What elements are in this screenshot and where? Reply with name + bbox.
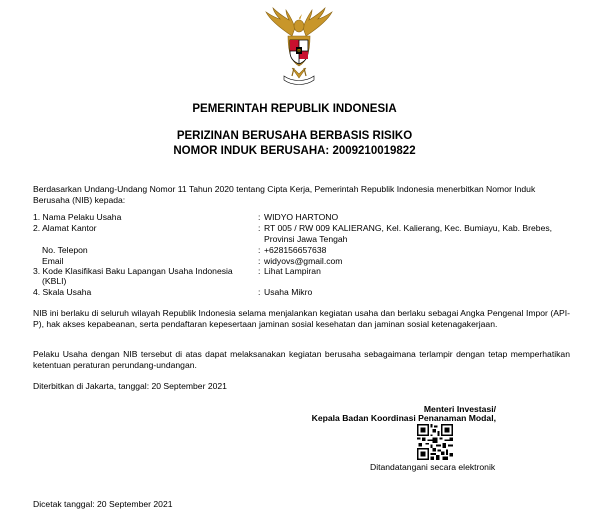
email-label: Email — [42, 256, 64, 266]
name-label: 1. Nama Pelaku Usaha — [33, 212, 122, 222]
qr-code-icon — [417, 424, 453, 460]
name-colon: : — [258, 212, 261, 222]
document-title: PERIZINAN BERUSAHA BERBASIS RISIKO — [176, 130, 413, 142]
address-colon: : — [258, 223, 261, 233]
phone-label: No. Telepon — [42, 245, 88, 255]
scale-value: Usaha Mikro — [264, 287, 313, 297]
printed-date: Dicetak tanggal: 20 September 2021 — [33, 499, 173, 509]
signatory-title: Menteri Investasi/ — [423, 404, 496, 414]
name-value: WIDYO HARTONO — [264, 212, 339, 222]
address-value: RT 005 / RW 009 KALIERANG, Kel. Kalierang, Kec. Bumiayu, Kab. Brebes, Provinsi Jawa Tengah — [264, 223, 553, 244]
email-value: widyovs@gmail.com — [264, 256, 343, 266]
electronic-signature-note: Ditandatangani secara elektronik — [370, 462, 496, 472]
permission-paragraph: Pelaku Usaha dengan NIB tersebut di atas dapat melaksanakan kegiatan berusaha sebagaimana terlampir dengan tetap memperhatikan ketentuan peraturan perundang-undangan. — [33, 349, 570, 370]
email-colon: : — [258, 256, 261, 266]
kbli-label: 3. Kode Klasifikasi Baku Lapangan Usaha Indonesia — [33, 266, 233, 276]
kbli-colon: : — [258, 266, 261, 276]
signatory-agency: Kepala Badan Koordinasi Penanaman Modal, — [311, 413, 496, 423]
intro-paragraph: Berdasarkan Undang-Undang Nomor 11 Tahun 2020 tentang Cipta Kerja, Pemerintah Republik Indonesia menerbitkan Nomor Induk Berusaha (NIB) kepada: — [33, 184, 536, 205]
government-heading: PEMERINTAH REPUBLIK INDONESIA — [192, 103, 397, 115]
kbli-label-abbr: (KBLI) — [42, 276, 67, 286]
kbli-value: Lihat Lampiran — [264, 266, 321, 276]
scale-colon: : — [258, 287, 261, 297]
phone-colon: : — [258, 245, 261, 255]
phone-value: +628156657638 — [264, 245, 327, 255]
nib-number-heading: NOMOR INDUK BERUSAHA: 2009210019822 — [173, 145, 416, 157]
garuda-emblem — [262, 6, 336, 88]
address-label: 2. Alamat Kantor — [33, 223, 97, 233]
validity-paragraph: NIB ini berlaku di seluruh wilayah Republik Indonesia selama menjalankan kegiatan usaha dan berlaku sebagai Angka Pengenal Impor (API-P), hak akses kepabeanan, serta pendaftaran kepesertaan jaminan sosial kesehatan dan jaminan sosial ketenagakerjaan. — [33, 308, 570, 329]
scale-label: 4. Skala Usaha — [33, 287, 92, 297]
issued-date: Diterbitkan di Jakarta, tanggal: 20 September 2021 — [33, 381, 227, 391]
